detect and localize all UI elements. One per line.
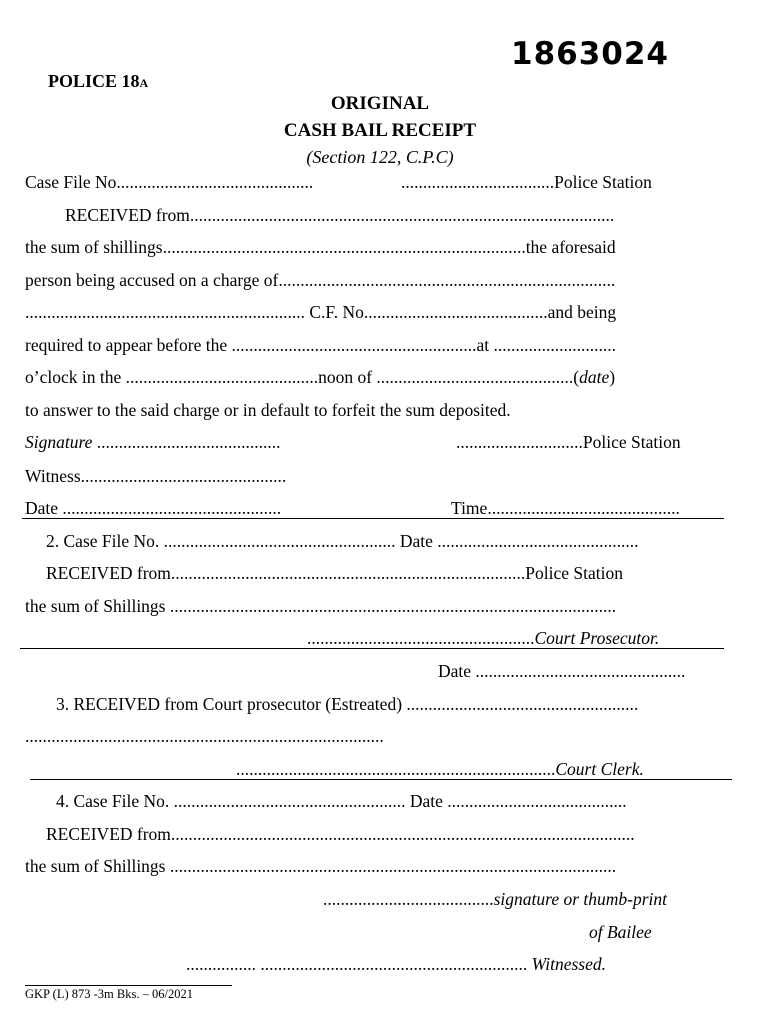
bailee-signature-field [323, 889, 667, 910]
bailee-signature-label: signature or thumb-print [493, 889, 668, 909]
footer-divider [25, 985, 232, 986]
section3-received-field: 3. RECEIVED from Court prosecutor (Estreated) ..................................................... [56, 694, 639, 714]
oclock-close: ) [609, 367, 616, 387]
divider-3 [30, 779, 732, 780]
appear-before-field: required to appear before the ........................................................at ............................ [25, 335, 616, 355]
sum-shillings-field: the sum of shillings...................................................................................the aforesaid [25, 237, 616, 257]
divider-1 [22, 518, 724, 519]
time-field: Time............................................ [451, 498, 680, 518]
signature-label: Signature [25, 432, 93, 452]
court-prosecutor-label: Court Prosecutor. [534, 628, 660, 648]
bailee-signature-dots: ....................................... [323, 889, 494, 909]
signature-dots: .......................................... [92, 432, 281, 452]
title-original: ORIGINAL [330, 93, 430, 114]
section4-received-field: RECEIVED from.......................................................................................................... [46, 824, 635, 844]
bailee-label: of Bailee [589, 922, 652, 942]
witnessed-field [186, 954, 606, 975]
form-code-suffix: A [139, 76, 149, 90]
signature-field [25, 432, 281, 453]
cf-number-field: ................................................................ C.F. No..........................................and being [25, 302, 617, 322]
section2-sum-field: the sum of Shillings ...................................................................................................... [25, 596, 617, 616]
court-prosecutor-field [307, 628, 659, 649]
section4-sum-field: the sum of Shillings ...................................................................................................... [25, 856, 617, 876]
witnessed-dots: ................ ............................................................. [186, 954, 528, 974]
date-label: date [579, 367, 610, 387]
section2-case-date-field: 2. Case File No. ..................................................... Date .............................................. [46, 531, 639, 551]
print-code: GKP (L) 873 -3m Bks. – 06/2021 [25, 987, 193, 1001]
court-clerk-field [236, 759, 644, 780]
serial-number: 1863024 [511, 36, 669, 72]
oclock-field [25, 367, 615, 388]
oclock-text: o’clock in the ............................................noon of .............................................( [25, 367, 580, 387]
police-station-field-sig: .............................Police Station [456, 432, 681, 452]
police-station-field-top: ...................................Police Station [401, 172, 652, 192]
subtitle-section: (Section 122, C.P.C) [306, 147, 454, 167]
court-clerk-dots: ......................................................................... [236, 759, 556, 779]
section4-case-date-field: 4. Case File No. ..................................................... Date ......................................... [56, 791, 627, 811]
witness-field: Witness............................................... [25, 466, 287, 486]
form-code-main: POLICE 18 [48, 71, 140, 91]
section2-received-field: RECEIVED from.................................................................................Police Station [46, 563, 623, 583]
court-prosecutor-dots: .................................................... [307, 628, 535, 648]
section2-date-field: Date ................................................ [438, 661, 686, 681]
divider-2 [20, 648, 724, 649]
section3-dots-line: .................................................................................. [25, 726, 384, 746]
date-field-1: Date .................................................. [25, 498, 282, 518]
charge-field: person being accused on a charge of............................................................................. [25, 270, 616, 290]
case-file-field: Case File No............................................. [25, 172, 314, 192]
witnessed-label: Witnessed. [527, 954, 606, 974]
received-from-field: RECEIVED from................................................................................................. [65, 205, 615, 225]
answer-charge-text: to answer to the said charge or in default to forfeit the sum deposited. [25, 400, 511, 420]
title-cash-bail-receipt: CASH BAIL RECEIPT [283, 120, 477, 141]
court-clerk-label: Court Clerk. [555, 759, 644, 779]
